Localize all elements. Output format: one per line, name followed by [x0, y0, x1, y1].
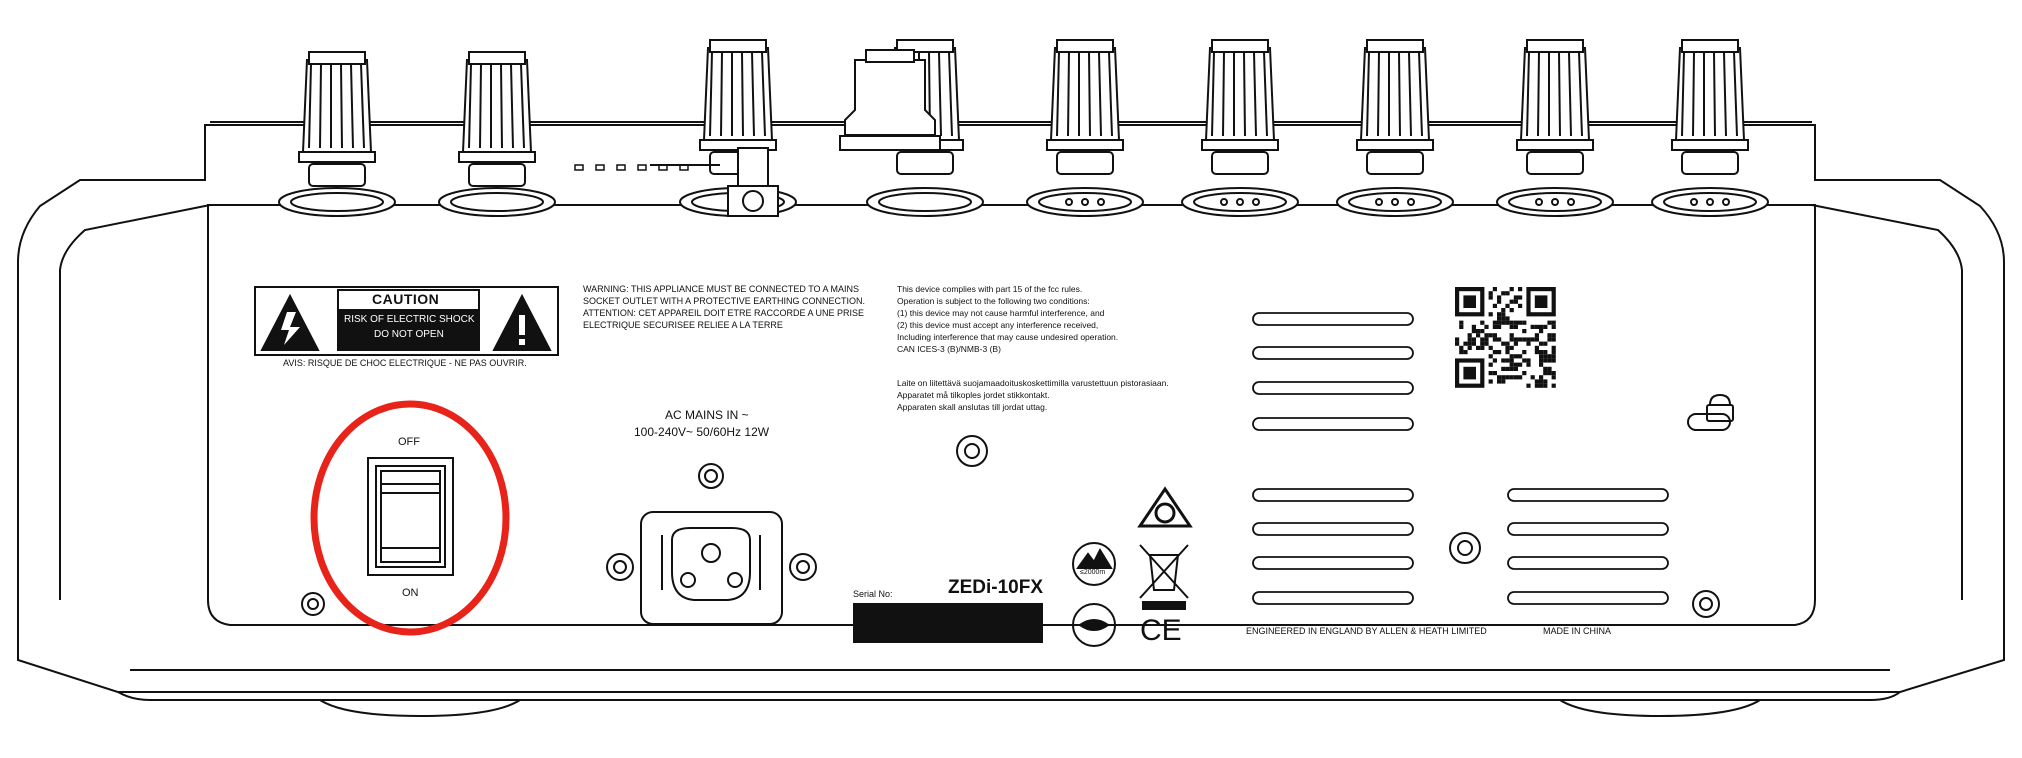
- vent-slot: [1253, 418, 1413, 430]
- fcc-line-8: Apparatet må tilkoples jordet stikkontakt.: [897, 390, 1050, 400]
- mains-line-2: 100-240V~ 50/60Hz 12W: [634, 425, 770, 439]
- vent-slot: [1253, 347, 1413, 359]
- warning-line-1: WARNING: THIS APPLIANCE MUST BE CONNECTED TO A MAINS: [583, 284, 860, 294]
- power-off-label: OFF: [398, 436, 420, 448]
- fcc-line-7: Laite on liitettävä suojamaadoituskoskettimilla varustettuun pistorasiaan.: [897, 378, 1169, 388]
- knob-9: [1652, 40, 1768, 216]
- vent-slot: [1253, 489, 1413, 501]
- vent-slot: [1508, 523, 1668, 535]
- top-controls: [279, 40, 1768, 216]
- vent-slot: [1253, 523, 1413, 535]
- warning-line-3: ATTENTION: CET APPAREIL DOIT ETRE RACCORDE A UNE PRISE: [583, 308, 865, 318]
- vent-slot: [1253, 557, 1413, 569]
- mains-line-1: AC MAINS IN ~: [665, 408, 749, 422]
- serial-label: Serial No:: [853, 589, 893, 599]
- chassis-base-rim: [118, 670, 1900, 692]
- vent-slot: [1508, 557, 1668, 569]
- vent-slot: [1508, 489, 1668, 501]
- fcc-line-4: (2) this device must accept any interference received,: [897, 320, 1099, 330]
- altitude-icon: [1073, 543, 1115, 585]
- vent-slot: [1253, 313, 1413, 325]
- vent-slot: [1508, 592, 1668, 604]
- fcc-line-5: Including interference that may cause undesired operation.: [897, 332, 1119, 342]
- fcc-line-1: This device complies with part 15 of the fcc rules.: [897, 284, 1083, 294]
- altitude-badge-text: ≤2000m: [1080, 569, 1106, 576]
- fcc-line-2: Operation is subject to the following two conditions:: [897, 296, 1090, 306]
- fcc-line-9: Apparaten skall anslutas till jordat uttag.: [897, 402, 1048, 412]
- knob-8: [1497, 40, 1613, 216]
- fcc-line-3: (1) this device may not cause harmful interference, and: [897, 308, 1105, 318]
- engineered-in-england-label: ENGINEERED IN ENGLAND BY ALLEN & HEATH LIMITED: [1246, 626, 1487, 636]
- power-switch[interactable]: [368, 458, 453, 575]
- knob-7: [1337, 40, 1453, 216]
- caution-avis: AVIS: RISQUE DE CHOC ELECTRIQUE - NE PAS OUVRIR.: [283, 358, 527, 368]
- kensington-lock-icon: [1688, 395, 1733, 430]
- knob-5: [1027, 40, 1143, 216]
- caution-title: CAUTION: [372, 291, 440, 307]
- rcm-mark-icon: [1140, 489, 1190, 526]
- qr-code: [1455, 287, 1556, 388]
- iec-mains-inlet: [641, 512, 782, 624]
- knob-2: [439, 52, 555, 216]
- model-name: ZEDi-10FX: [948, 577, 1044, 598]
- vent-slot: [1253, 592, 1413, 604]
- knob-1: [279, 52, 395, 216]
- knob-6: [1182, 40, 1298, 216]
- vent-slot: [1253, 382, 1413, 394]
- ce-mark: CE: [1140, 614, 1182, 647]
- caution-line-2: DO NOT OPEN: [374, 329, 444, 340]
- weee-bin-icon: [1140, 545, 1188, 609]
- serial-number-label: [853, 603, 1043, 643]
- power-on-label: ON: [402, 587, 419, 599]
- caution-line-1: RISK OF ELECTRIC SHOCK: [344, 314, 475, 325]
- made-in-china-label: MADE IN CHINA: [1543, 626, 1612, 636]
- foot-left: [320, 700, 520, 716]
- fcc-line-6: CAN ICES-3 (B)/NMB-3 (B): [897, 344, 1001, 354]
- warning-line-4: ELECTRIQUE SECURISEE RELIEE A LA TERRE: [583, 320, 783, 330]
- foot-right: [1560, 700, 1760, 716]
- warning-line-2: SOCKET OUTLET WITH A PROTECTIVE EARTHING CONNECTION.: [583, 296, 866, 306]
